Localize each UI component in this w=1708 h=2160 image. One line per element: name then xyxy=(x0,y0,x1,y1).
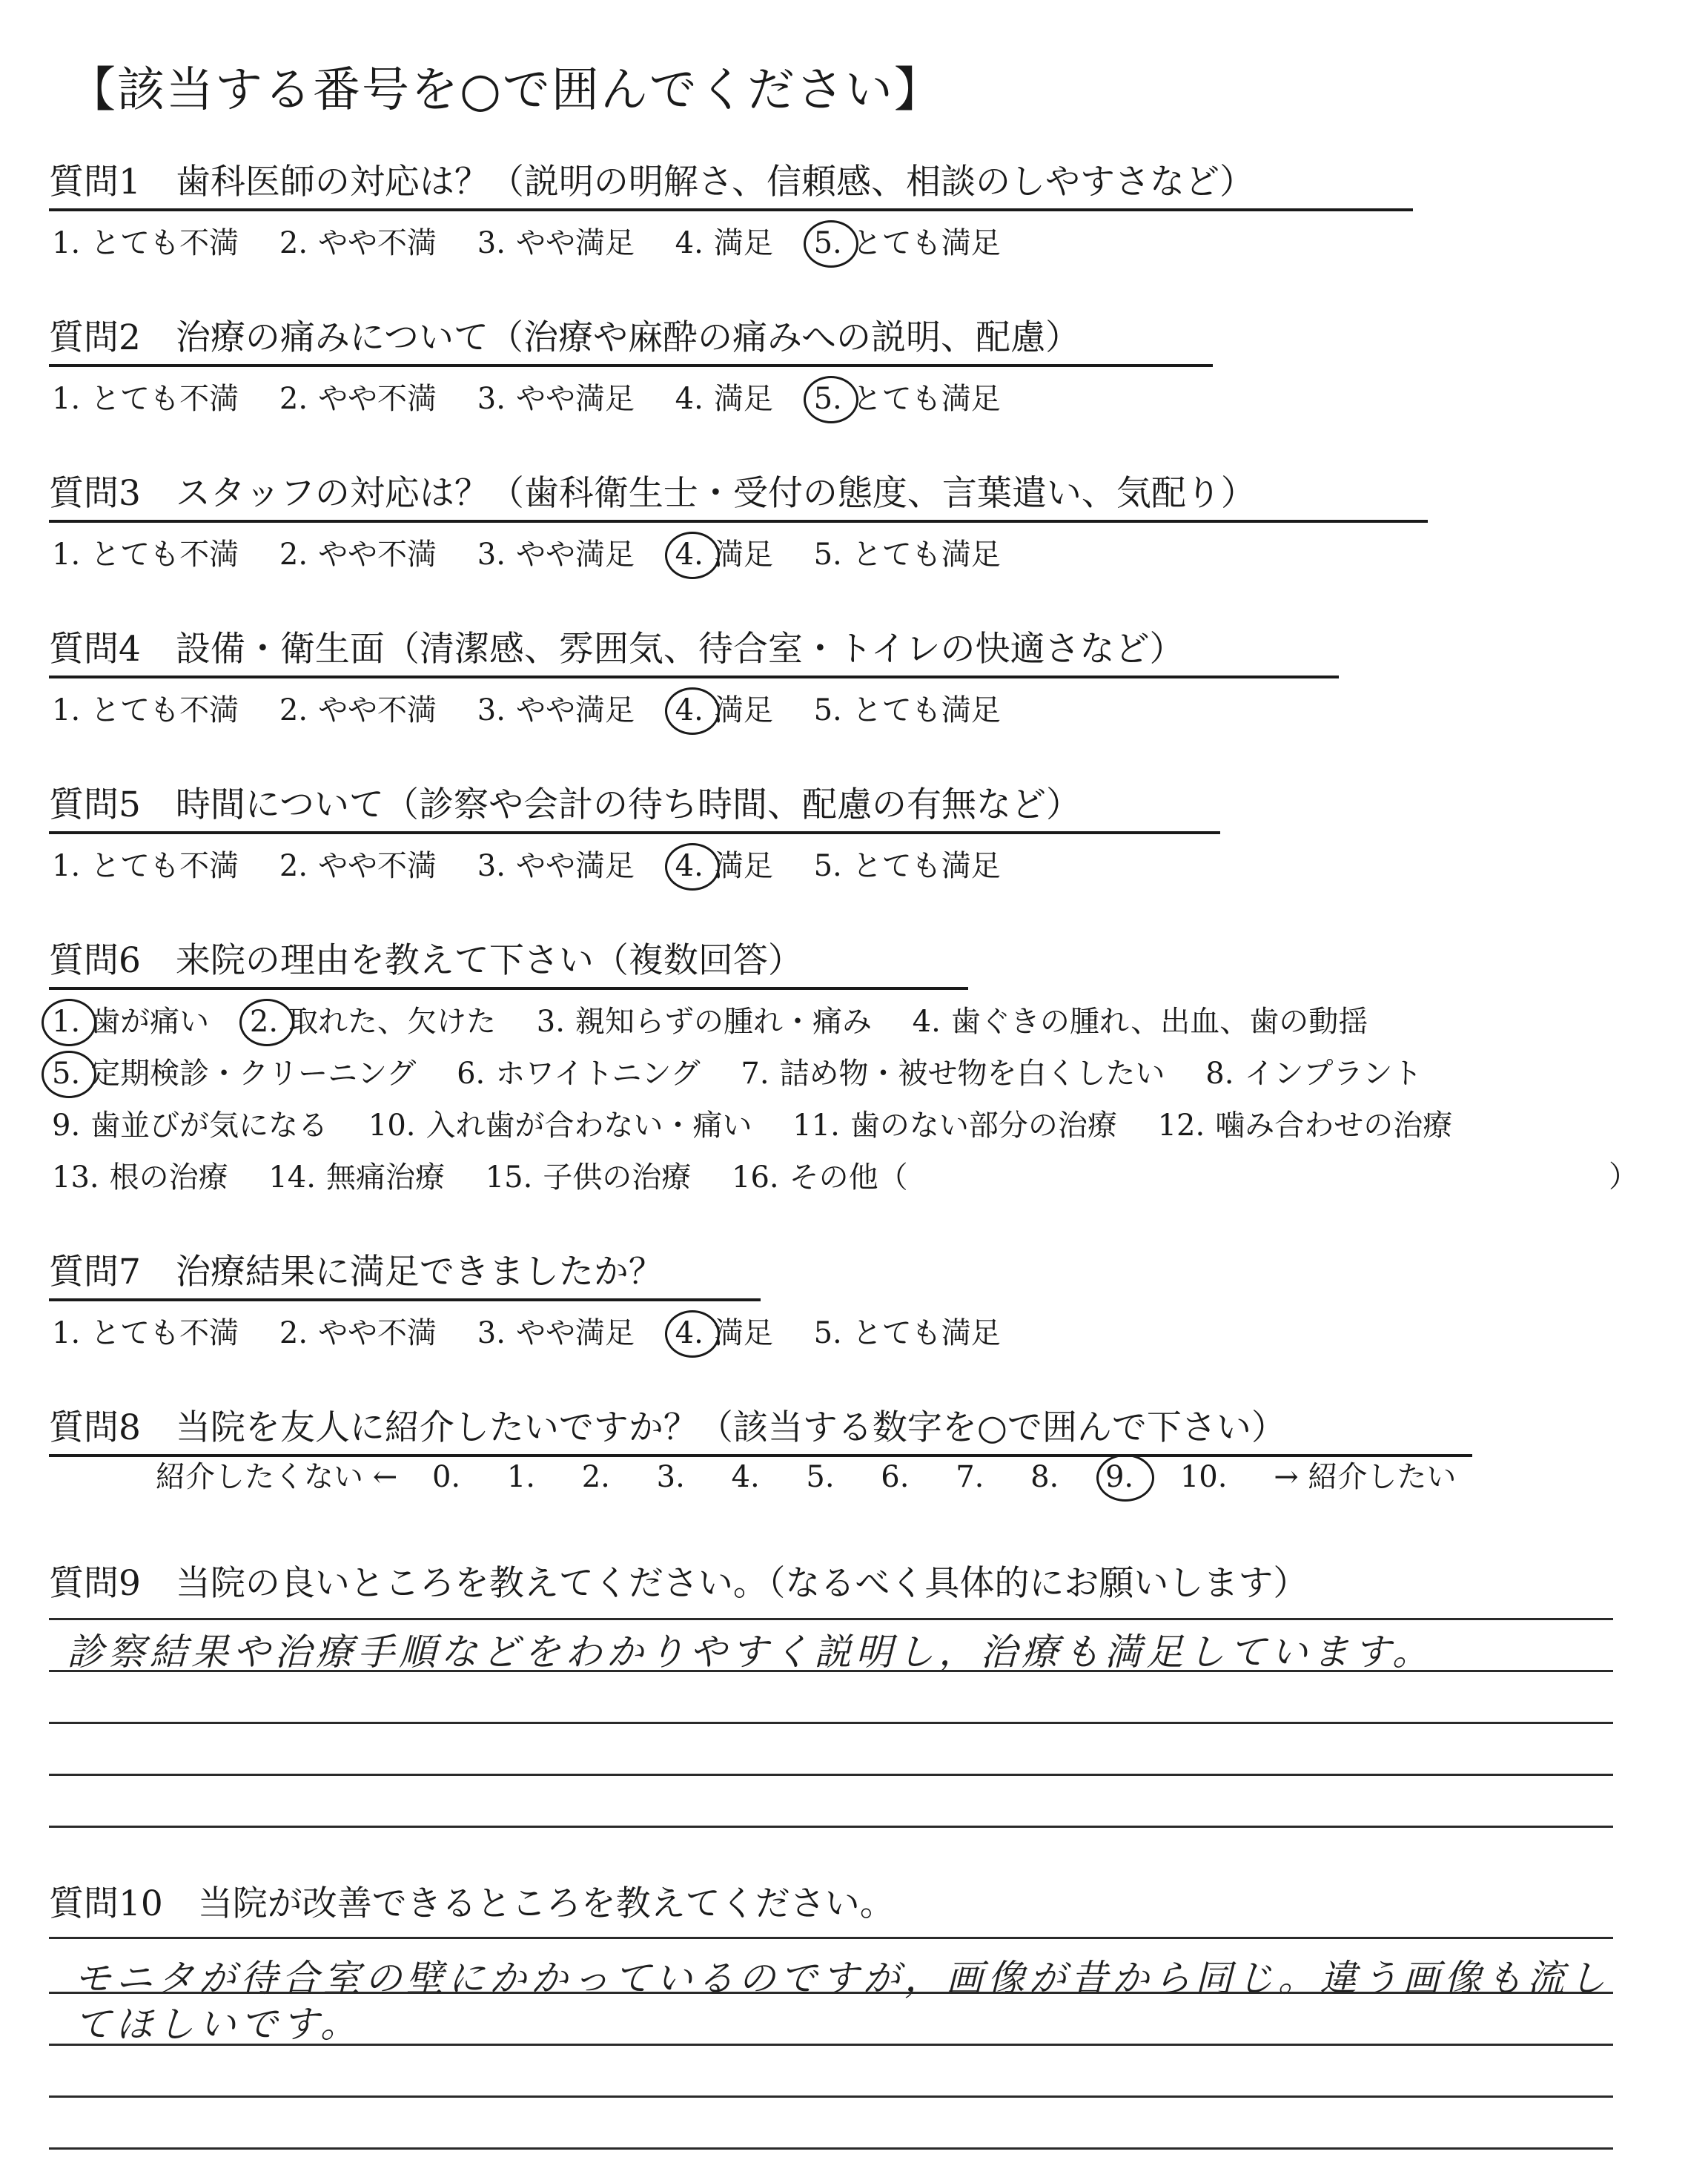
question-6-row-2 xyxy=(52,1050,1453,1092)
question-6-row-3 xyxy=(52,1102,1483,1144)
q7-option-1[interactable]: 1. とても不満 xyxy=(52,1316,239,1350)
q2-option-4[interactable]: 4. 満足 xyxy=(675,382,773,416)
q10-line-5 xyxy=(49,2147,1613,2150)
scale-0[interactable]: 0. xyxy=(431,1460,461,1494)
q5-option-2[interactable]: 2. やや不満 xyxy=(279,849,437,883)
q9-line-2 xyxy=(49,1670,1613,1672)
q6-option-13[interactable]: 13. 根の治療 xyxy=(52,1160,228,1195)
scale-4[interactable]: 4. xyxy=(731,1460,760,1494)
q9-line-3 xyxy=(49,1722,1613,1724)
question-6-heading: 質問6 来院の理由を教えて下さい（複数回答） xyxy=(49,933,968,990)
q6-option-15[interactable]: 15. 子供の治療 xyxy=(485,1160,692,1195)
q6-option-14[interactable]: 14. 無痛治療 xyxy=(268,1160,445,1195)
q3-option-5[interactable]: 5. とても満足 xyxy=(813,538,1001,572)
question-8-scale xyxy=(156,1453,1481,1496)
q6-option-10[interactable]: 10. 入れ歯が合わない・痛い xyxy=(368,1109,752,1143)
q1-option-5-selected[interactable]: 5. とても満足 xyxy=(813,226,1001,260)
question-7-heading: 質問7 治療結果に満足できましたか？ xyxy=(49,1244,761,1301)
q6-option-11[interactable]: 11. 歯のない部分の治療 xyxy=(792,1109,1117,1143)
question-5-heading: 質問5 時間について（診察や会計の待ち時間、配慮の有無など） xyxy=(49,777,1220,834)
q3-option-2[interactable]: 2. やや不満 xyxy=(279,538,437,572)
q4-option-3[interactable]: 3. やや満足 xyxy=(477,693,635,727)
question-4-heading: 質問4 設備・衛生面（清潔感、雰囲気、待合室・トイレの快適さなど） xyxy=(49,621,1339,678)
scale-7[interactable]: 7. xyxy=(956,1460,984,1494)
q6-option-4[interactable]: 4. 歯ぐきの腫れ、出血、歯の動揺 xyxy=(912,1005,1368,1039)
q10-line-1 xyxy=(49,1937,1613,1939)
q9-line-5 xyxy=(49,1826,1613,1828)
question-3-options xyxy=(52,531,1032,573)
question-1-options xyxy=(52,219,1032,262)
scale-8[interactable]: 8. xyxy=(1030,1460,1059,1494)
q6-option-7[interactable]: 7. 詰め物・被せ物を白くしたい xyxy=(741,1057,1165,1091)
q2-option-5-selected[interactable]: 5. とても満足 xyxy=(813,382,1001,416)
q7-option-3[interactable]: 3. やや満足 xyxy=(477,1316,635,1350)
question-9-heading: 質問9 当院の良いところを教えてください。（なるべく具体的にお願いします） xyxy=(49,1563,1308,1604)
q4-option-1[interactable]: 1. とても不満 xyxy=(52,693,239,727)
q4-option-4-selected[interactable]: 4. 満足 xyxy=(675,693,773,727)
q10-line-3 xyxy=(49,2044,1613,2046)
scale-2[interactable]: 2. xyxy=(581,1460,610,1494)
q7-option-5[interactable]: 5. とても満足 xyxy=(813,1316,1001,1350)
question-1-heading: 質問1 歯科医師の対応は？（説明の明解さ、信頼感、相談のしやすさなど） xyxy=(49,154,1413,211)
question-10-heading: 質問10 当院が改善できるところを教えてください。 xyxy=(49,1883,895,1924)
question-3-heading: 質問3 スタッフの対応は？（歯科衛生士・受付の態度、言葉遣い、気配り） xyxy=(49,466,1428,523)
q4-option-2[interactable]: 2. やや不満 xyxy=(279,693,437,727)
q6-option-8[interactable]: 8. インプラント xyxy=(1205,1057,1423,1091)
q3-option-4-selected[interactable]: 4. 満足 xyxy=(675,538,773,572)
q6-option-3[interactable]: 3. 親知らずの腫れ・痛み xyxy=(536,1005,872,1039)
q5-option-3[interactable]: 3. やや満足 xyxy=(477,849,635,883)
q6-option-16-other[interactable]: 16. その他（ xyxy=(732,1160,908,1195)
q1-option-3[interactable]: 3. やや満足 xyxy=(477,226,635,260)
scale-9-selected[interactable]: 9. xyxy=(1105,1460,1134,1494)
q1-option-1[interactable]: 1. とても不満 xyxy=(52,226,239,260)
question-5-options xyxy=(52,842,1032,885)
q10-handwritten-answer-line-1[interactable]: モニタが待合室の壁にかかっているのですが，画像が昔から同じ。違う画像も流し xyxy=(74,1957,1610,2000)
scale-5[interactable]: 5. xyxy=(806,1460,835,1494)
q6-option-1-selected[interactable]: 1. 歯が痛い xyxy=(52,1005,210,1039)
question-6-row-1 xyxy=(52,998,1399,1040)
q6-option-5-selected[interactable]: 5. 定期検診・クリーニング xyxy=(52,1057,417,1091)
scale-left-label: 紹介したくない ← xyxy=(156,1460,398,1494)
question-2-heading: 質問2 治療の痛みについて（治療や麻酔の痛みへの説明、配慮） xyxy=(49,310,1213,367)
question-7-options xyxy=(52,1309,1032,1352)
scale-6[interactable]: 6. xyxy=(881,1460,910,1494)
q9-handwritten-answer[interactable]: 診察結果や治療手順などをわかりやすく説明し，治療も満足しています。 xyxy=(67,1631,1434,1674)
page-title: 【該当する番号を○で囲んでください】 xyxy=(68,63,943,118)
q6-option-12[interactable]: 12. 噛み合わせの治療 xyxy=(1157,1109,1453,1143)
q6-option-6[interactable]: 6. ホワイトニング xyxy=(457,1057,701,1091)
q5-option-1[interactable]: 1. とても不満 xyxy=(52,849,239,883)
scale-3[interactable]: 3. xyxy=(656,1460,685,1494)
scale-right-label: → 紹介したい xyxy=(1274,1460,1457,1494)
q3-option-1[interactable]: 1. とても不満 xyxy=(52,538,239,572)
q6-other-close-paren: ） xyxy=(1609,1160,1638,1194)
q9-line-1 xyxy=(49,1618,1613,1620)
q6-option-9[interactable]: 9. 歯並びが気になる xyxy=(52,1109,328,1143)
q6-option-2-selected[interactable]: 2. 取れた、欠けた xyxy=(249,1005,497,1039)
q10-handwritten-answer-line-2[interactable]: てほしいです。 xyxy=(74,2003,362,2046)
q2-option-3[interactable]: 3. やや満足 xyxy=(477,382,635,416)
question-6-row-4 xyxy=(52,1154,939,1196)
q5-option-5[interactable]: 5. とても満足 xyxy=(813,849,1001,883)
q9-line-4 xyxy=(49,1774,1613,1776)
q3-option-3[interactable]: 3. やや満足 xyxy=(477,538,635,572)
question-8-heading: 質問8 当院を友人に紹介したいですか？（該当する数字を○で囲んで下さい） xyxy=(49,1400,1472,1457)
scale-1[interactable]: 1. xyxy=(506,1460,536,1494)
question-4-options xyxy=(52,687,1032,729)
q7-option-4-selected[interactable]: 4. 満足 xyxy=(675,1316,773,1350)
q10-line-4 xyxy=(49,2095,1613,2098)
q5-option-4-selected[interactable]: 4. 満足 xyxy=(675,849,773,883)
scale-10[interactable]: 10. xyxy=(1179,1460,1228,1494)
q2-option-2[interactable]: 2. やや不満 xyxy=(279,382,437,416)
q7-option-2[interactable]: 2. やや不満 xyxy=(279,1316,437,1350)
question-2-options xyxy=(52,375,1032,417)
q2-option-1[interactable]: 1. とても不満 xyxy=(52,382,239,416)
q10-line-2 xyxy=(49,1992,1613,1994)
q1-option-4[interactable]: 4. 満足 xyxy=(675,226,773,260)
q4-option-5[interactable]: 5. とても満足 xyxy=(813,693,1001,727)
q1-option-2[interactable]: 2. やや不満 xyxy=(279,226,437,260)
